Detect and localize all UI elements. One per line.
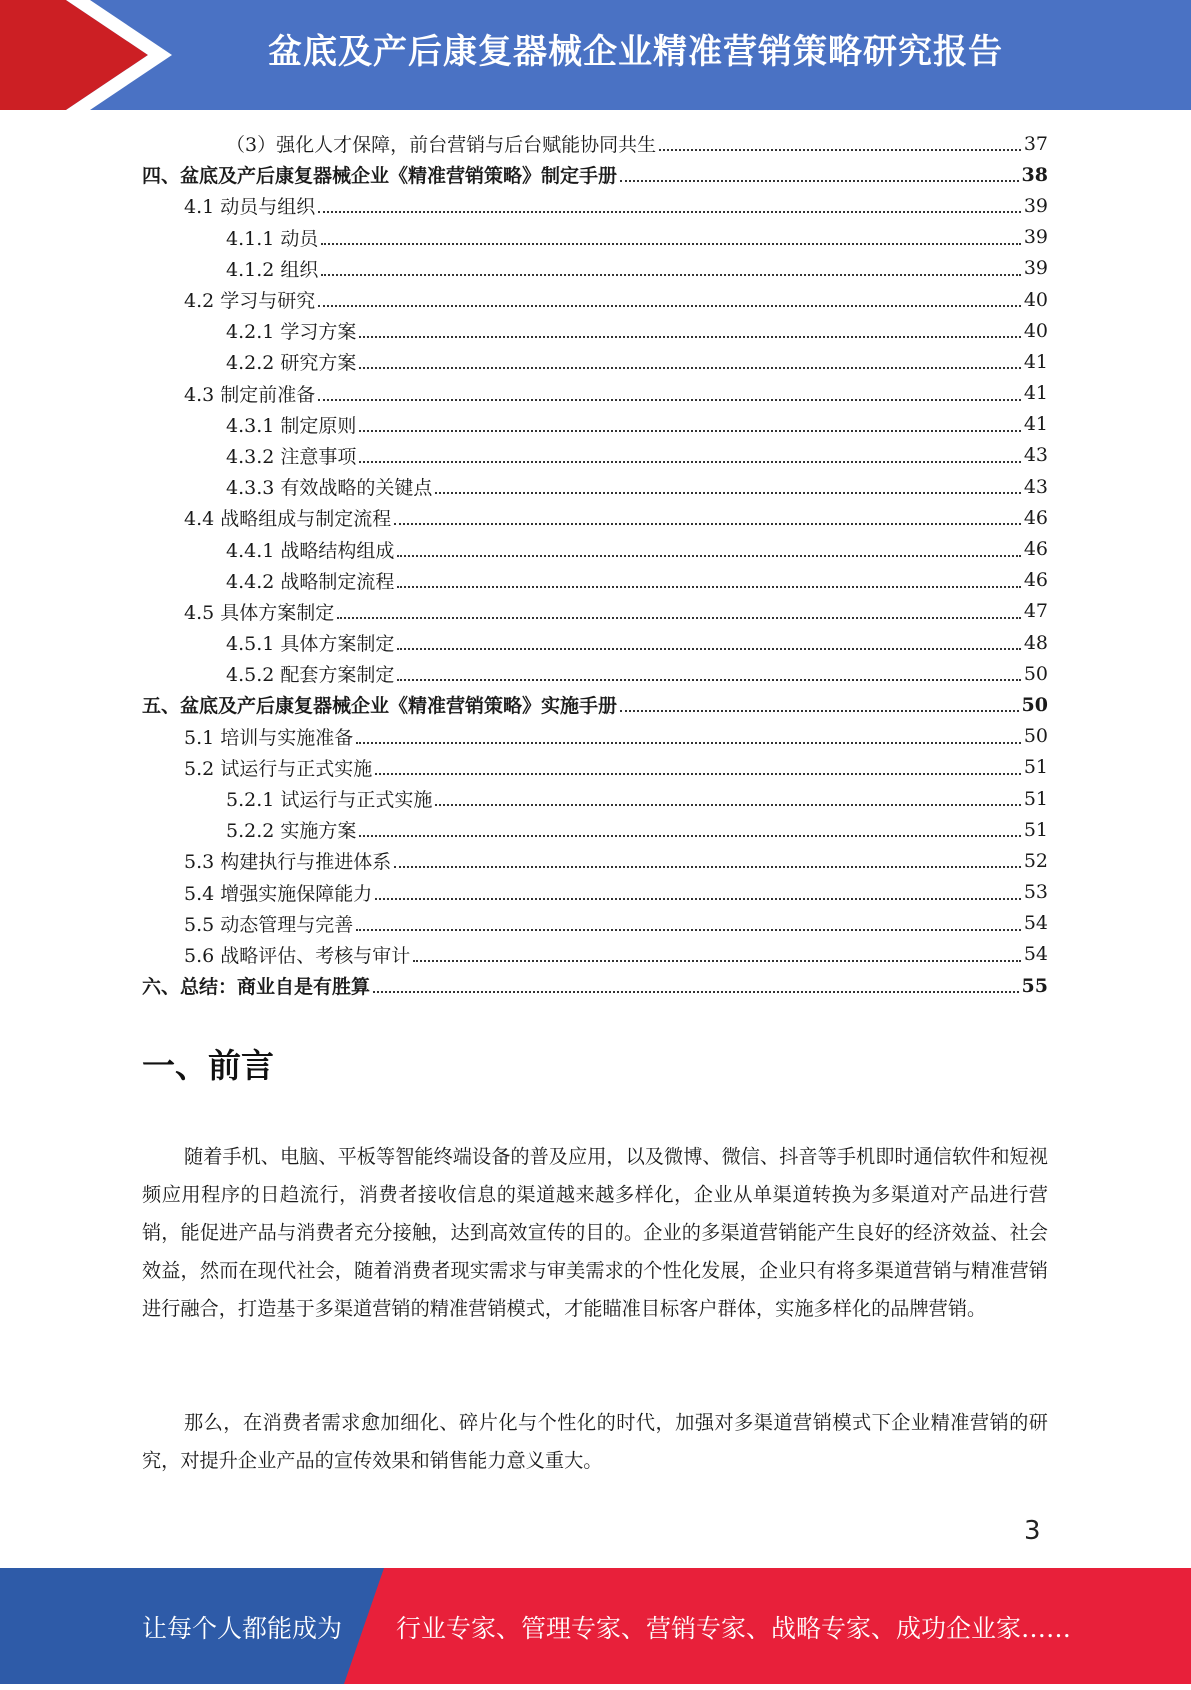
toc-entry-title: 5.2.2 实施方案 (226, 820, 357, 843)
toc-entry[interactable] (142, 222, 1048, 253)
toc-entry-page: 54 (1023, 943, 1048, 966)
toc-entry-page: 41 (1023, 350, 1048, 373)
toc-entry-page: 43 (1023, 444, 1048, 467)
toc-leader-dots (397, 585, 1020, 588)
toc-entry-page: 51 (1023, 756, 1048, 779)
toc-entry[interactable] (142, 440, 1048, 471)
toc-entry-page: 41 (1023, 413, 1048, 436)
header-banner (0, 0, 1191, 110)
toc-entry[interactable] (142, 783, 1048, 814)
toc-entry-title: 5.1 培训与实施准备 (184, 726, 354, 749)
toc-entry-title: 四、盆底及产后康复器械企业《精准营销策略》制定手册 (142, 165, 618, 188)
toc-leader-dots (620, 709, 1019, 712)
toc-entry[interactable] (142, 284, 1048, 315)
toc-leader-dots (435, 803, 1020, 806)
toc-entry-title: （3）强化人才保障，前台营销与后台赋能协同共生 (226, 134, 657, 157)
toc-entry[interactable] (142, 814, 1048, 845)
toc-entry[interactable] (142, 721, 1048, 752)
toc-entry[interactable] (142, 596, 1048, 627)
toc-entry-page: 39 (1023, 226, 1048, 249)
toc-entry[interactable] (142, 190, 1048, 221)
toc-leader-dots (321, 273, 1020, 276)
toc-entry-title: 4.2.1 学习方案 (226, 321, 357, 344)
toc-entry-title: 六、总结：商业自是有胜算 (142, 976, 371, 999)
toc-entry-page: 48 (1023, 631, 1048, 654)
toc-leader-dots (337, 616, 1021, 619)
report-title: 盆底及产后康复器械企业精准营销策略研究报告 (268, 32, 1003, 72)
toc-entry-page: 37 (1023, 132, 1048, 155)
toc-entry-page: 50 (1023, 662, 1048, 685)
toc-entry-title: 4.2.2 研究方案 (226, 352, 357, 375)
page-number: 3 (1024, 1516, 1041, 1546)
toc-entry-page: 46 (1023, 506, 1048, 529)
footer-slogan-right: 行业专家、管理专家、营销专家、战略专家、成功企业家…… (396, 1614, 1072, 1643)
toc-entry-page: 50 (1023, 725, 1048, 748)
table-of-contents (142, 128, 1048, 1001)
toc-entry-page: 53 (1023, 881, 1048, 904)
footer-slogan-left: 让每个人都能成为 (142, 1614, 343, 1643)
toc-entry[interactable] (142, 627, 1048, 658)
toc-entry[interactable] (142, 346, 1048, 377)
toc-leader-dots (394, 522, 1021, 525)
toc-entry[interactable] (142, 253, 1048, 284)
toc-leader-dots (359, 834, 1020, 837)
toc-entry[interactable] (142, 533, 1048, 564)
toc-entry[interactable] (142, 378, 1048, 409)
toc-entry[interactable] (142, 128, 1048, 159)
toc-leader-dots (356, 928, 1021, 931)
toc-entry-title: 五、盆底及产后康复器械企业《精准营销策略》实施手册 (142, 695, 618, 718)
toc-entry-title: 5.3 构建执行与推进体系 (184, 851, 392, 874)
toc-leader-dots (394, 865, 1021, 868)
toc-leader-dots (318, 304, 1021, 307)
toc-entry[interactable] (142, 970, 1048, 1001)
toc-entry-title: 4.5 具体方案制定 (184, 601, 335, 624)
toc-entry-page: 54 (1023, 912, 1048, 935)
toc-entry[interactable] (142, 689, 1048, 720)
toc-leader-dots (359, 460, 1020, 463)
toc-entry-page: 46 (1023, 569, 1048, 592)
toc-entry-title: 5.2 试运行与正式实施 (184, 757, 373, 780)
toc-leader-dots (435, 491, 1020, 494)
toc-entry-page: 50 (1021, 693, 1048, 716)
toc-leader-dots (359, 366, 1020, 369)
toc-entry-page: 47 (1023, 600, 1048, 623)
toc-leader-dots (373, 990, 1019, 993)
toc-leader-dots (397, 647, 1020, 650)
toc-entry-title: 4.4 战略组成与制定流程 (184, 508, 392, 531)
toc-entry-page: 46 (1023, 538, 1048, 561)
toc-entry-title: 4.3.2 注意事项 (226, 445, 357, 468)
toc-entry-title: 4.3 制定前准备 (184, 383, 316, 406)
toc-entry-page: 39 (1023, 194, 1048, 217)
toc-entry-page: 55 (1021, 974, 1048, 997)
body-paragraph-1: 随着手机、电脑、平板等智能终端设备的普及应用，以及微博、微信、抖音等手机即时通信软件和短视频应用程序的日趋流行，消费者接收信息的渠道越来越多样化，企业从单渠道转换为多渠道对产品进行营销，能促进产品与消费者充分接触，达到高效宣传的目的。企业的多渠道营销能产生良好的经济效益、社会效益，然而在现代社会，随着消费者现实需求与审美需求的个性化发展，企业只有将多渠道营销与精准营销进行融合，打造基于多渠道营销的精准营销模式，才能瞄准目标客户群体，实施多样化的品牌营销。 (142, 1145, 1048, 1320)
toc-leader-dots (359, 429, 1020, 432)
toc-entry[interactable] (142, 471, 1048, 502)
toc-leader-dots (321, 242, 1020, 245)
toc-entry[interactable] (142, 939, 1048, 970)
toc-entry-page: 52 (1023, 849, 1048, 872)
toc-entry-page: 39 (1023, 257, 1048, 280)
toc-leader-dots (318, 398, 1021, 401)
toc-entry[interactable] (142, 502, 1048, 533)
toc-leader-dots (397, 678, 1020, 681)
toc-entry-page: 40 (1023, 319, 1048, 342)
toc-entry[interactable] (142, 159, 1048, 190)
toc-entry-title: 4.2 学习与研究 (184, 290, 316, 313)
toc-leader-dots (620, 179, 1019, 182)
toc-entry[interactable] (142, 877, 1048, 908)
toc-entry-title: 4.3.1 制定原则 (226, 414, 357, 437)
toc-leader-dots (413, 959, 1021, 962)
toc-entry[interactable] (142, 409, 1048, 440)
toc-entry-title: 4.5.1 具体方案制定 (226, 633, 395, 656)
toc-leader-dots (356, 741, 1021, 744)
toc-entry[interactable] (142, 565, 1048, 596)
toc-entry-title: 4.1.2 组织 (226, 258, 319, 281)
footer-banner (0, 1568, 1191, 1684)
body-paragraph-2: 那么，在消费者需求愈加细化、碎片化与个性化的时代，加强对多渠道营销模式下企业精准营销的研究，对提升企业产品的宣传效果和销售能力意义重大。 (142, 1411, 1048, 1472)
toc-entry-title: 4.3.3 有效战略的关键点 (226, 477, 433, 500)
toc-entry[interactable] (142, 845, 1048, 876)
toc-entry-page: 41 (1023, 382, 1048, 405)
toc-entry[interactable] (142, 908, 1048, 939)
toc-entry-page: 38 (1021, 163, 1048, 186)
toc-entry-title: 5.2.1 试运行与正式实施 (226, 789, 433, 812)
toc-entry-title: 5.4 增强实施保障能力 (184, 882, 373, 905)
toc-entry-page: 43 (1023, 475, 1048, 498)
toc-entry-page: 51 (1023, 818, 1048, 841)
toc-leader-dots (318, 210, 1021, 213)
toc-leader-dots (359, 335, 1020, 338)
toc-entry-title: 4.4.2 战略制定流程 (226, 570, 395, 593)
toc-entry[interactable] (142, 752, 1048, 783)
toc-leader-dots (397, 554, 1020, 557)
toc-entry-title: 4.1.1 动员 (226, 227, 319, 250)
toc-entry-title: 5.6 战略评估、考核与审计 (184, 944, 411, 967)
toc-entry-page: 51 (1023, 787, 1048, 810)
toc-entry[interactable] (142, 658, 1048, 689)
toc-entry-title: 4.5.2 配套方案制定 (226, 664, 395, 687)
toc-entry-title: 4.1 动员与组织 (184, 196, 316, 219)
toc-entry-title: 5.5 动态管理与完善 (184, 913, 354, 936)
toc-entry-page: 40 (1023, 288, 1048, 311)
toc-entry-title: 4.4.1 战略结构组成 (226, 539, 395, 562)
section-heading: 一、前言 (142, 1046, 274, 1085)
toc-entry[interactable] (142, 315, 1048, 346)
toc-leader-dots (375, 772, 1021, 775)
toc-leader-dots (375, 897, 1021, 900)
toc-leader-dots (659, 148, 1021, 151)
